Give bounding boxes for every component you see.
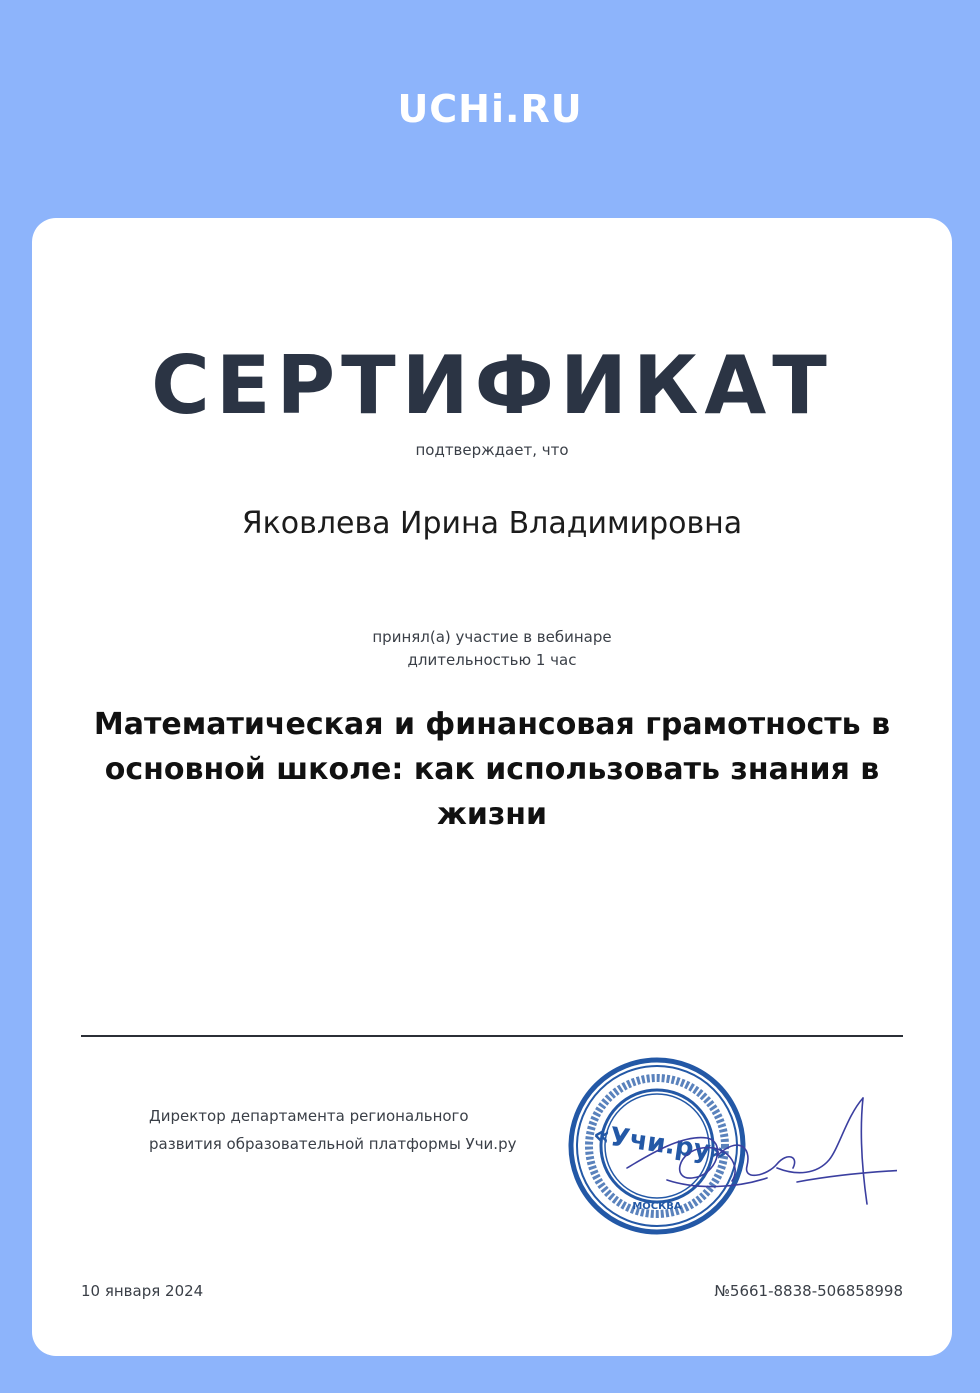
certificate-date: 10 января 2024 <box>81 1282 204 1300</box>
webinar-title: Математическая и финансовая грамотность в основной школе: как использовать знания в жизни <box>93 707 891 832</box>
participation-line-1: принял(а) участие в вебинаре <box>372 628 612 646</box>
participation-block <box>32 626 952 672</box>
recipient-name: Яковлева Ирина Владимировна <box>241 506 743 541</box>
certificate-card <box>32 218 952 1356</box>
uchi-logo: UCHi.RU <box>397 87 583 131</box>
signature-divider <box>81 1035 903 1037</box>
certificate-title: СЕРТИФИКАТ <box>151 339 833 432</box>
participation-line-2: длительностью 1 час <box>407 651 577 669</box>
confirms-text: подтверждает, что <box>415 441 569 459</box>
stamp-and-signature <box>567 1056 897 1236</box>
stamp-center-text: «Учи.ру» <box>591 1119 730 1169</box>
signer-line-2: развития образовательной платформы Учи.ру <box>149 1135 517 1153</box>
stamp-seal-icon <box>567 1056 897 1236</box>
stamp-city: МОСКВА <box>632 1201 682 1212</box>
signer-line-1: Директор департамента регионального <box>149 1107 469 1125</box>
certificate-number: №5661-8838-506858998 <box>714 1282 903 1300</box>
signer-block <box>149 1102 569 1158</box>
